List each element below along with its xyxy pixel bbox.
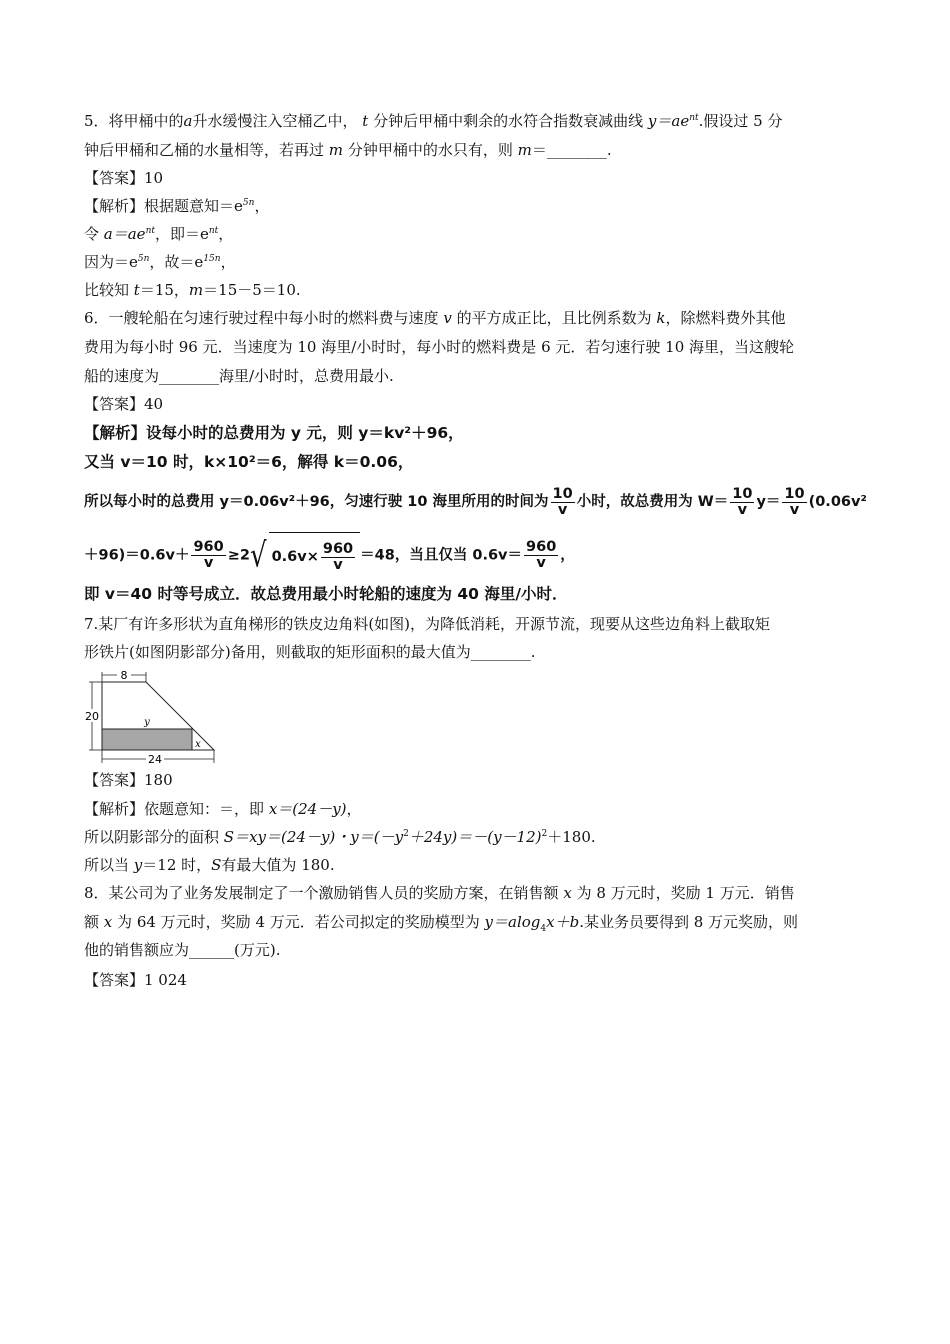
text: 小时，故总费用为 W＝ — [576, 494, 729, 510]
q8-answer: 【答案】1 024 — [84, 971, 187, 989]
text: 所以当 — [84, 856, 130, 874]
fraction — [782, 487, 806, 518]
var-m: m — [517, 141, 532, 159]
numerator: 10 — [784, 485, 805, 502]
q6-answer: 【答案】40 — [84, 395, 164, 413]
trapezoid-figure — [80, 669, 220, 767]
formula: ＋24y)＝－(y－12) — [408, 828, 542, 846]
text: 升水缓慢注入空桶乙中， — [192, 112, 358, 130]
q7-answer: 【答案】180 — [84, 771, 173, 789]
q5-analysis-4 — [84, 280, 301, 300]
var-m: m — [328, 141, 344, 159]
var-x: x — [103, 913, 113, 931]
text: ＝15－5＝10. — [203, 281, 301, 299]
text: 有最大值为 180. — [221, 856, 335, 874]
denominator: v — [203, 555, 214, 571]
exponent: nt — [145, 226, 155, 236]
text: ＋180. — [547, 828, 596, 846]
text: ＝48，当且仅当 0.6v＝ — [360, 547, 523, 564]
q6-line-2: 费用为每小时 96 元．当速度为 10 海里/小时时，每小时的燃料费是 6 元．若匀速行驶 10 海里，当这艘轮 — [84, 338, 795, 356]
fraction — [551, 487, 575, 518]
q5-analysis-3 — [84, 252, 236, 272]
text: ，除燃料费外其他 — [665, 309, 786, 327]
exponent: 2 — [541, 829, 548, 839]
label-y: y — [144, 717, 150, 728]
label-x: x — [195, 739, 201, 750]
text: ， — [254, 197, 270, 215]
text: 分钟后甲桶中剩余的水符合指数衰减曲线 — [373, 112, 644, 130]
q7-line-1: 7.某厂有许多形状为直角梯形的铁皮边角料(如图)，为降低消耗，开源节流，现要从这些边角料上截取矩 — [84, 615, 771, 633]
text: ≥2 — [227, 547, 250, 564]
text: 所以阴影部分的面积 — [84, 828, 220, 846]
exponent: nt — [689, 113, 699, 123]
denominator: v — [557, 501, 568, 518]
var-v: v — [443, 309, 452, 327]
denominator: v — [789, 501, 800, 518]
radical-sign: √ — [249, 536, 267, 575]
numerator: 960 — [193, 539, 224, 555]
q8-line-1 — [84, 883, 795, 903]
text: 令 — [84, 225, 100, 243]
denominator: v — [333, 556, 343, 573]
subscript: 4 — [540, 924, 547, 934]
text: 分钟甲桶中的水只有，则 — [347, 141, 513, 159]
q5-analysis-2 — [84, 224, 233, 244]
var-m: m — [188, 281, 204, 299]
label: 【解析】 — [84, 800, 145, 818]
text: .某业务员要得到 8 万元奖励，则 — [579, 913, 799, 931]
text: 钟后甲桶和乙桶的水量相等，若再过 — [84, 141, 325, 159]
text: ， — [560, 547, 575, 564]
text: ， — [218, 225, 234, 243]
var-a: a — [183, 112, 193, 130]
exponent: nt — [208, 226, 219, 236]
label-bottom: 24 — [148, 753, 162, 766]
text: 所以每小时的总费用 y＝0.06v²＋96，匀速行驶 10 海里所用的时间为 — [84, 494, 549, 510]
q7-analysis-2 — [84, 827, 596, 847]
text: 的平方成正比，且比例系数为 — [456, 309, 652, 327]
text: ， — [220, 253, 236, 271]
text: y＝ — [756, 494, 781, 510]
q7-analysis-3 — [84, 855, 335, 875]
var-y: y — [133, 856, 143, 874]
var-t: t — [133, 281, 140, 299]
q8-line-2 — [84, 912, 798, 939]
numerator: 10 — [732, 485, 753, 502]
text: 为 8 万元时，奖励 1 万元．销售 — [576, 884, 795, 902]
formula: y＝alog — [484, 913, 541, 931]
text: ＝15， — [139, 281, 189, 299]
q6-solution-1: 【解析】设每小时的总费用为 y 元，则 y＝kv²＋96， — [84, 424, 464, 442]
exponent: 15n — [203, 254, 221, 264]
text: 根据题意知＝e — [144, 197, 243, 215]
text: (0.06v² — [808, 494, 867, 510]
formula: S＝xy＝(24－y)・y＝(－y — [223, 828, 404, 846]
formula: y＝ae — [647, 112, 690, 130]
q6-solution-5: 即 v＝40 时等号成立．故总费用最小时轮船的速度为 40 海里/小时． — [84, 585, 568, 603]
text: ＝________. — [531, 141, 612, 159]
q6-solution-2: 又当 v＝10 时，k×10²＝6，解得 k＝0.06， — [84, 453, 414, 471]
q5-answer: 【答案】10 — [84, 169, 164, 187]
q5-line-2 — [84, 140, 612, 160]
text: .假设过 5 分 — [698, 112, 783, 130]
text: 为 64 万元时，奖励 4 万元．若公司拟定的奖励模型为 — [117, 913, 480, 931]
radicand — [269, 532, 361, 579]
label-top: 8 — [120, 669, 128, 682]
q5-analysis-1 — [84, 196, 269, 216]
text: ＝12 时， — [142, 856, 212, 874]
text: 额 — [84, 913, 100, 931]
fraction — [191, 540, 225, 571]
text: 因为＝e — [84, 253, 138, 271]
text: 依题意知：＝，即 — [144, 800, 265, 818]
text: ，即＝e — [154, 225, 209, 243]
formula: a＝ae — [103, 225, 146, 243]
numerator: 10 — [552, 485, 573, 502]
fraction — [524, 540, 558, 571]
q5-line-1 — [84, 111, 782, 131]
numerator: 960 — [526, 539, 557, 555]
q7-analysis-1 — [84, 799, 362, 819]
text: ＋96)＝0.6v＋ — [84, 547, 190, 564]
exponent: 2 — [403, 829, 409, 839]
label: 【解析】 — [84, 197, 145, 215]
q6-line-1 — [84, 308, 786, 328]
q6-line-3: 船的速度为________海里/小时时，总费用最小. — [84, 367, 394, 385]
var-k: k — [656, 309, 666, 327]
text: 0.6v× — [271, 549, 319, 565]
var-x: x — [563, 884, 572, 902]
text: 比较知 — [84, 281, 130, 299]
text: 5．将甲桶中的 — [84, 112, 184, 130]
denominator: v — [536, 555, 546, 571]
q8-line-3: 他的销售额应为______(万元). — [84, 941, 281, 959]
numerator: 960 — [322, 540, 354, 557]
label-left: 20 — [85, 710, 99, 723]
text: ， — [346, 800, 362, 818]
q6-solution-4 — [84, 532, 575, 579]
formula: x＝(24－y) — [268, 800, 347, 818]
exponent: 5n — [242, 198, 255, 208]
var-s: S — [211, 856, 222, 874]
q7-line-2: 形铁片(如图阴影部分)备用，则截取的矩形面积的最大值为________. — [84, 643, 536, 661]
text: 6．一艘轮船在匀速行驶过程中每小时的燃料费与速度 — [84, 309, 439, 327]
fraction — [730, 487, 754, 518]
q6-solution-3 — [84, 480, 867, 524]
var-t: t — [362, 112, 369, 130]
text: 8．某公司为了业务发展制定了一个激励销售人员的奖励方案，在销售额 — [84, 884, 559, 902]
fraction — [321, 542, 355, 573]
text: ，故＝e — [149, 253, 204, 271]
shaded-rectangle — [102, 729, 192, 750]
exponent: 5n — [137, 254, 150, 264]
denominator: v — [737, 501, 748, 518]
formula: x＋b — [546, 913, 580, 931]
